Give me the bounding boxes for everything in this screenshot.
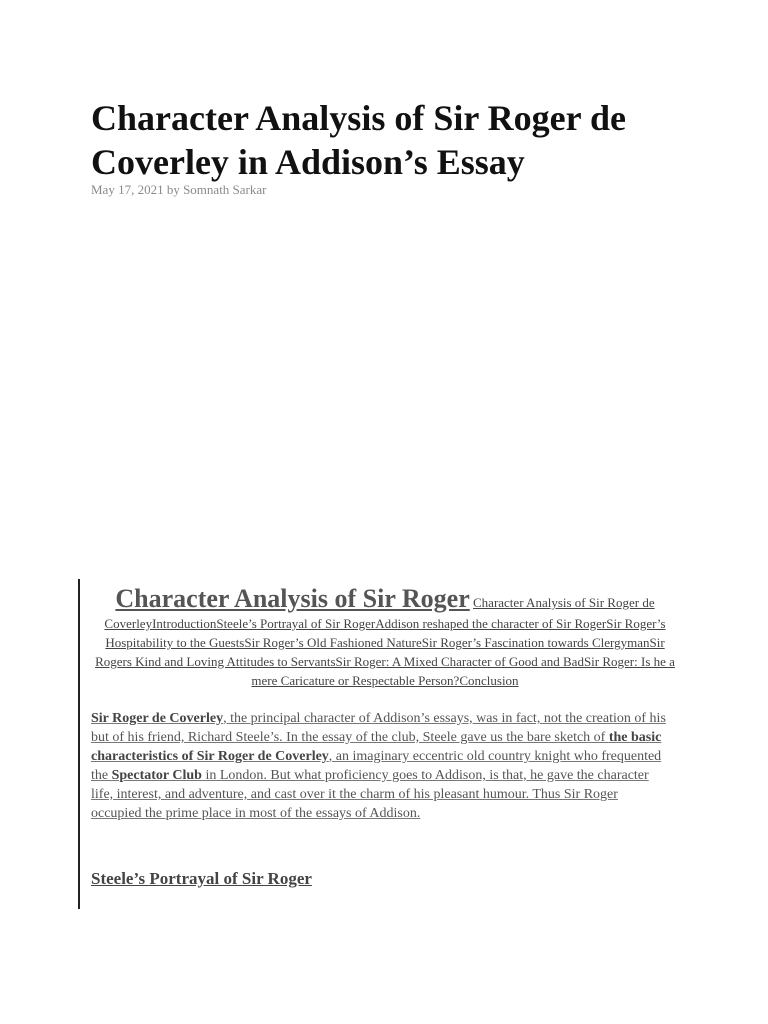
toc-links[interactable]: Character Analysis of Sir Roger de CoverleyIntroductionSteele’s Portrayal of Sir RogerAddison reshaped the character of Sir RogerSir Roger’s Hospitability to the GuestsSir Roger’s Old Fashioned NatureSir Roger’s Fascination towards ClergymanSir Rogers Kind and Loving Attitudes to ServantsSir Roger: A Mixed Character of Good and BadSir Roger: Is he a mere Caricature or Respectable Person?Conclusion xyxy=(95,595,675,688)
intro-link-characteristics[interactable]: the basic characteristics of Sir Roger de Coverley xyxy=(91,730,662,764)
section-heading-steele[interactable]: Steele’s Portrayal of Sir Roger xyxy=(91,869,312,888)
article-title: Character Analysis of Sir Roger de Coverley in Addison’s Essay xyxy=(91,98,626,182)
intro-text-1: , the principal character of Addison’s essays, was in fact, not the creation of his but of his friend, Richard Steele’s. In the essay of the club, Steele gave us the bare sketch of xyxy=(91,711,666,745)
intro-text-2: , an imaginary eccentric old country knight who frequented the xyxy=(91,749,662,783)
intro-text-3: in London. But what proficiency goes to Addison, is that, he gave the character life, interest, and adventure, and cast over it the charm of his pleasant humour. Thus Sir Roger occupied the prime place in most of the essays of Addison. xyxy=(91,768,649,821)
intro-link-spectator-club[interactable]: Spectator Club xyxy=(111,768,202,783)
content-divider xyxy=(78,579,80,909)
toc-heading[interactable]: Character Analysis of Sir Roger xyxy=(115,584,470,613)
intro-paragraph xyxy=(91,709,671,823)
intro-link-sir-roger[interactable]: Sir Roger de Coverley xyxy=(91,711,224,726)
table-of-contents xyxy=(86,584,684,690)
article-meta: May 17, 2021 by Somnath Sarkar xyxy=(91,182,267,197)
